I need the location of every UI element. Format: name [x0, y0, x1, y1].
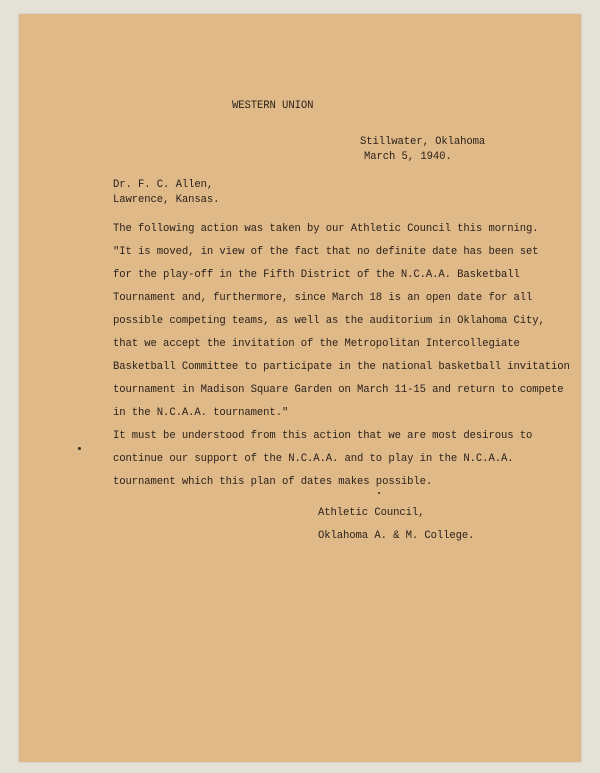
body-line-5: possible competing teams, as well as the auditorium in Oklahoma City, — [113, 315, 545, 327]
body-line-7: Basketball Committee to participate in the national basketball invitation — [113, 361, 570, 373]
body-line-10: It must be understood from this action that we are most desirous to — [113, 430, 533, 442]
body-line-4: Tournament and, furthermore, since March 18 is an open date for all — [113, 292, 533, 304]
recipient-name: Dr. F. C. Allen, — [113, 179, 214, 191]
letter-place: Stillwater, Oklahoma — [360, 136, 486, 148]
body-line-9: in the N.C.A.A. tournament." — [113, 407, 289, 419]
body-line-1: The following action was taken by our Athletic Council this morning. — [113, 223, 539, 235]
letter-date: March 5, 1940. — [364, 151, 452, 163]
body-line-2: "It is moved, in view of the fact that no definite date has been set — [113, 246, 539, 258]
paper-speck — [378, 492, 380, 494]
body-line-3: for the play-off in the Fifth District of the N.C.A.A. Basketball — [113, 269, 520, 281]
recipient-address: Lawrence, Kansas. — [113, 194, 220, 206]
body-line-12: tournament which this plan of dates makes possible. — [113, 476, 433, 488]
signature-line-2: Oklahoma A. & M. College. — [318, 530, 475, 542]
paper-speck — [78, 447, 81, 450]
body-line-11: continue our support of the N.C.A.A. and to play in the N.C.A.A. — [113, 453, 514, 465]
letter-heading: WESTERN UNION — [232, 100, 314, 112]
signature-line-1: Athletic Council, — [318, 507, 425, 519]
body-line-8: tournament in Madison Square Garden on March 11-15 and return to compete — [113, 384, 564, 396]
body-line-6: that we accept the invitation of the Metropolitan Intercollegiate — [113, 338, 520, 350]
